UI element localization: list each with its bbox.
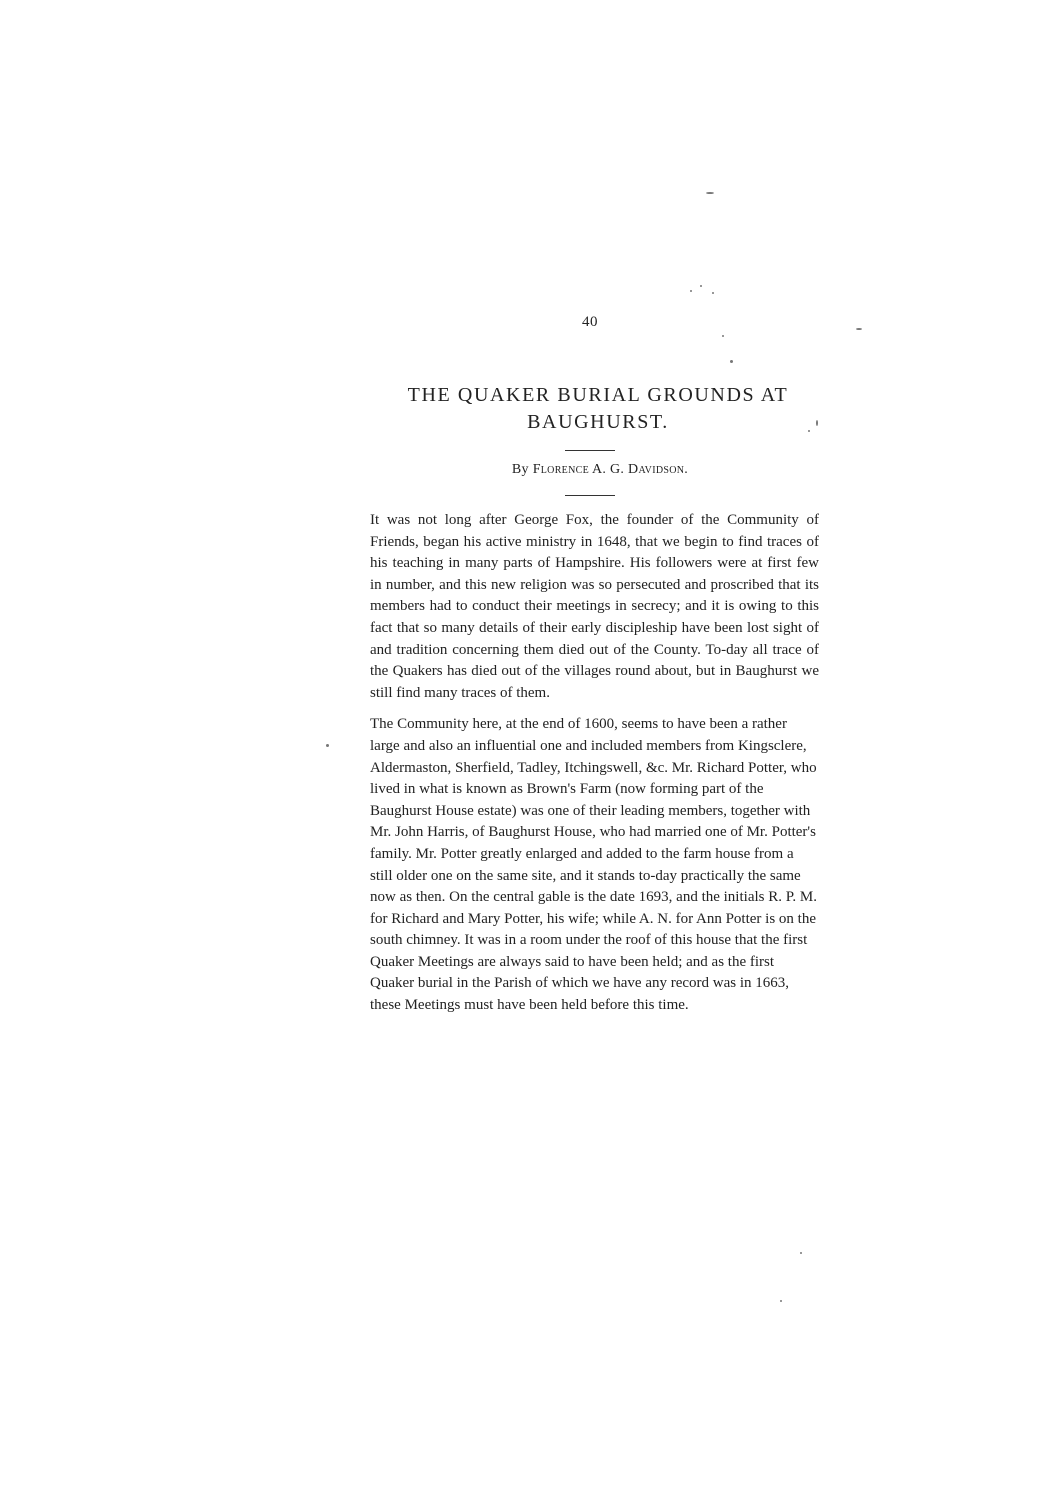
scan-speck <box>808 430 810 432</box>
page-number: 40 <box>582 314 598 330</box>
scan-speck <box>700 285 702 287</box>
paragraph: It was not long after George Fox, the founder of the Community of Friends, began his active ministry in 1648, that we begin to find traces of his teaching in many parts of Hampshire. His followers were at first few in number, and this new religion was so persecuted and proscribed that its members had to conduct their meetings in secrecy; and it is owing to this fact that so many details of their early discipleship have been lost sight of and tradition concerning them died out of the County. To-day all trace of the Quakers has died out of the villages round about, but in Baughurst we still find many traces of them. <box>370 512 819 701</box>
scan-speck <box>816 420 818 426</box>
scan-speck <box>730 360 733 363</box>
scan-speck <box>856 328 862 330</box>
scan-speck <box>800 1252 802 1254</box>
article-title: THE QUAKER BURIAL GROUNDS AT BAUGHURST. <box>407 384 789 433</box>
scan-speck <box>722 335 724 337</box>
scan-speck <box>712 292 714 294</box>
scan-speck <box>690 290 692 292</box>
author-name: Florence A. G. Davidson. <box>532 462 689 477</box>
paragraph: The Community here, at the end of 1600, seems to have been a rather large and also an influential one and included members from Kingsclere, Aldermaston, Sherfield, Tadley, Itchingswell, &c. Mr. Richard Potter, who lived in what is known as Brown's Farm (now forming part of the Baughurst House estate) was one of their leading members, together with Mr. John Harris, of Baughurst House, who had married one of Mr. Potter's family. Mr. Potter greatly enlarged and added to the farm house from a still older one on the same site, and it stands to-day practically the same now as then. On the central gable is the date 1693, and the initials R. P. M. for Richard and Mary Potter, his wife; while A. N. for Ann Potter is on the south chimney. It was in a room under the roof of this house that the first Quaker Meetings are always said to have been held; and as the first Quaker burial in the Parish of which we have any record was in 1663, these Meetings must have been held before this time. <box>370 716 817 1014</box>
title-divider <box>565 450 615 451</box>
scan-speck <box>706 192 714 194</box>
scan-speck <box>780 1300 782 1302</box>
article-body <box>370 510 819 1027</box>
author-line <box>380 462 820 478</box>
author-divider <box>565 495 615 496</box>
author-prefix: By <box>511 462 529 477</box>
scan-speck <box>326 744 329 747</box>
